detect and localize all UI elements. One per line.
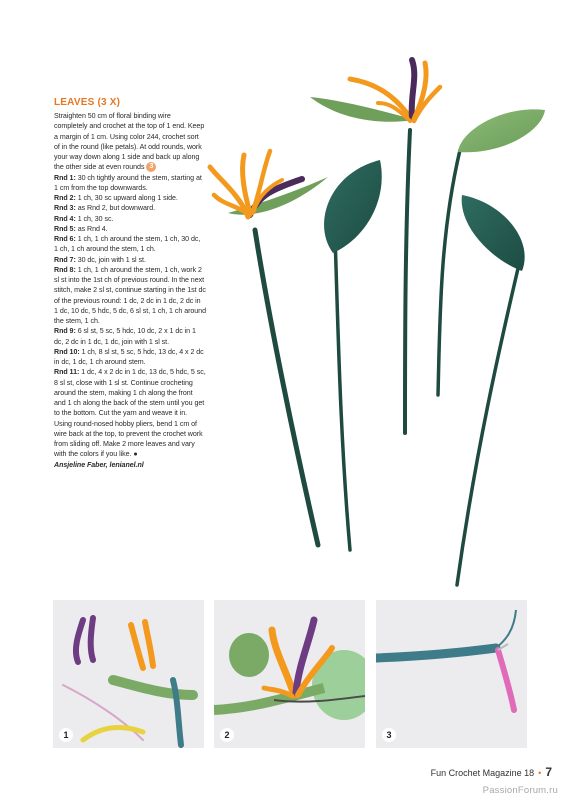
step-photo-number: 3 (382, 728, 396, 742)
section-heading: LEAVES (3 X) (54, 97, 121, 108)
stem (255, 230, 318, 545)
round-instruction (54, 224, 206, 234)
step-photo-3-image (376, 600, 527, 748)
round-text: 6 sl st, 5 sc, 5 hdc, 10 dc, 2 x 1 dc in 1 dc, 2 dc in 1 dc, 1 dc, join with 1 sl st. (54, 327, 196, 346)
round-label: Rnd 9: (54, 327, 76, 336)
round-label: Rnd 8: (54, 265, 76, 274)
round-label: Rnd 6: (54, 235, 76, 243)
step-photo-2-image (214, 600, 365, 748)
round-label: Rnd 3: (54, 204, 76, 213)
round-label: Rnd 4: (54, 214, 76, 223)
round-text: 1 ch, 1 ch around the stem, 1 ch, 30 dc, 1 ch, 1 ch around the stem, 1 ch. (54, 235, 201, 254)
footer-bullet: • (538, 768, 542, 778)
rounds-list (54, 173, 206, 460)
round-instruction (54, 255, 206, 265)
step-photo-2 (214, 600, 365, 748)
round-instruction (54, 173, 206, 194)
round-label: Rnd 5: (54, 224, 76, 233)
round-label: Rnd 10: (54, 347, 80, 356)
pattern-text-column (54, 97, 206, 470)
intro-text: Straighten 50 cm of floral binding wire completely and crochet at the top of 1 end. Keep a margin of 1 cm. Using color 244, crochet sort of in the round (like petals). At odd rounds, work your way down along 1 side and back up along the other side at even rounds (54, 112, 205, 172)
round-label: Rnd 2: (54, 194, 76, 202)
round-instruction (54, 265, 206, 327)
round-instruction (54, 367, 206, 459)
round-text: 30 ch tightly around the stem, starting at 1 cm from the top downwards. (54, 173, 202, 192)
round-instruction (54, 234, 206, 255)
stem (438, 150, 460, 395)
stem (335, 235, 350, 550)
round-label: Rnd 11: (54, 368, 80, 377)
round-label: Rnd 1: (54, 173, 76, 182)
round-label: Rnd 7: (54, 255, 76, 264)
round-text: 1 ch, 30 sc. (77, 214, 114, 223)
stem (405, 130, 410, 433)
round-text: 30 dc, join with 1 sl st. (77, 255, 146, 264)
round-text: 1 ch, 30 sc upward along 1 side. (77, 194, 178, 202)
step-photo-number: 2 (220, 728, 234, 742)
step-photo-3 (376, 600, 527, 748)
step-photo-1 (53, 600, 204, 748)
step-photo-1-image (53, 600, 204, 748)
round-text: 1 dc, 4 x 2 dc in 1 dc, 13 dc, 5 hdc, 5 sc, 8 sl st, close with 1 sl st. Continue crocheting around the stem, making 1 ch along the front and 1 ch along the back of the stem until you get to the bottom. Cut the yarn and weave it in. Using round-nosed hobby pliers, bend 1 cm of wire back at the top, to prevent the crochet work from sliding off. Make 2 more leaves and vary with the colors if you like. ● (54, 368, 206, 459)
round-instruction (54, 326, 206, 347)
round-instruction (54, 193, 206, 203)
round-text: 1 ch, 8 sl st, 5 sc, 5 hdc, 13 dc, 4 x 2 dc in dc, 1 dc, 1 ch around stem. (54, 347, 204, 366)
light-leaf (458, 109, 545, 152)
round-instruction (54, 347, 206, 368)
dark-leaf (324, 160, 382, 253)
page-footer (431, 765, 552, 779)
round-instruction (54, 214, 206, 224)
stem (457, 260, 520, 585)
round-instruction (54, 203, 206, 213)
author-credit: Ansjeline Faber, lenianel.nl (54, 460, 144, 469)
page-number: 7 (545, 765, 552, 779)
step-photo-number: 1 (59, 728, 73, 742)
magazine-title: Fun Crochet Magazine 18 (430, 768, 535, 778)
dark-leaf (462, 195, 525, 271)
step-badge: 3 (146, 162, 156, 172)
round-text: as Rnd 2, but downward. (77, 204, 156, 213)
hero-photo (200, 55, 566, 600)
round-text: 1 ch, 1 ch around the stem, 1 ch, work 2 sl st into the 1st ch of previous round. In the next stitch, make 2 sl st, continue starting in the 1st dc of the previous round: 1 dc, 2 dc in 1 dc, 2 dc in 1 dc, 10 dc, 5 hdc, 5 dc, 6 sl st, 1 ch, 1 ch around the stem, 1 ch. (54, 265, 206, 325)
round-text: as Rnd 4. (77, 224, 108, 233)
watermark: PassionForum.ru (482, 785, 558, 796)
intro-paragraph (54, 111, 206, 173)
